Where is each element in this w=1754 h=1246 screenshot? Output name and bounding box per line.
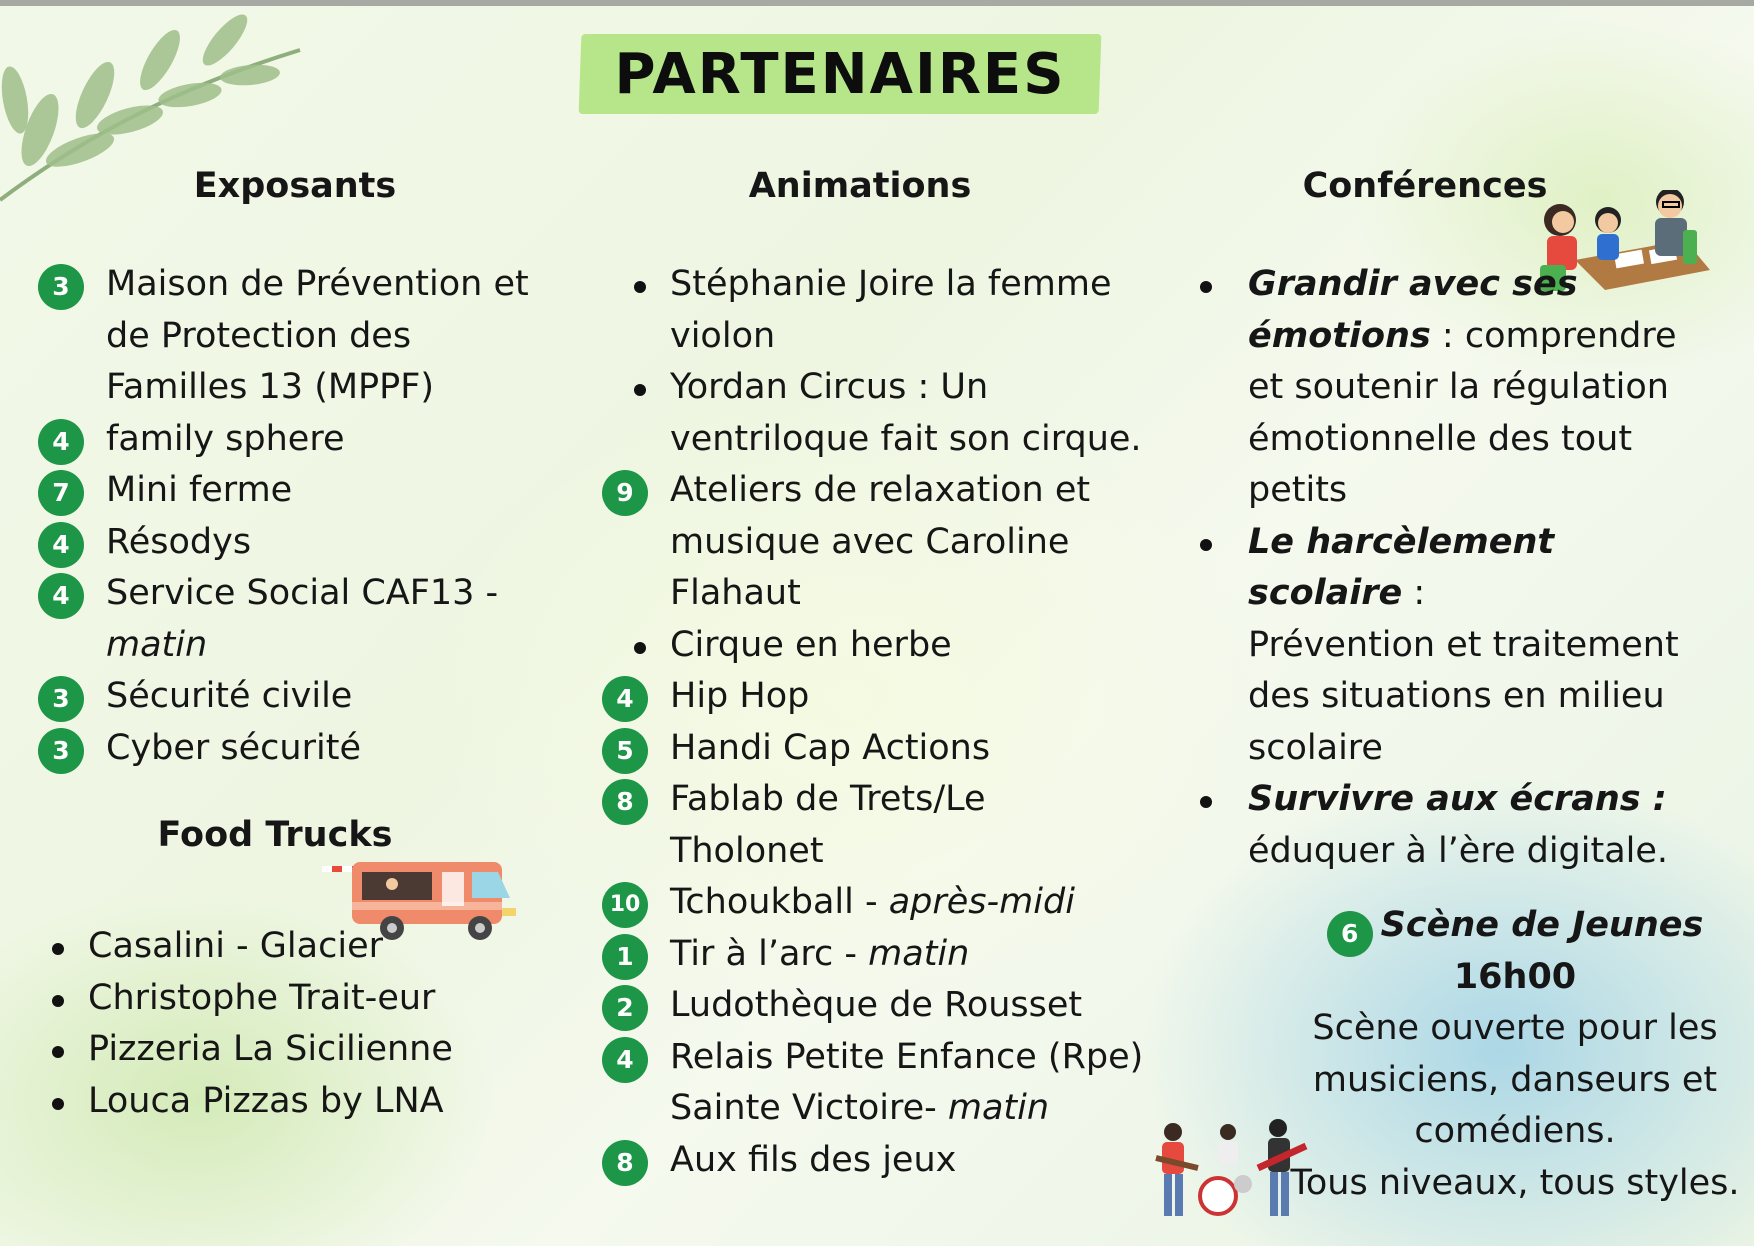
list-item: 5 Handi Cap Actions bbox=[612, 723, 1172, 775]
heading-animations: Animations bbox=[748, 166, 972, 206]
location-badge: 4 bbox=[38, 522, 84, 568]
list-item: 10 Tchoukball - après-midi bbox=[612, 877, 1172, 929]
bullet bbox=[634, 642, 646, 654]
location-badge: 7 bbox=[38, 470, 84, 516]
location-badge: 4 bbox=[38, 573, 84, 619]
bullet bbox=[1200, 539, 1212, 551]
location-badge: 6 bbox=[1327, 911, 1373, 957]
list-item: Survivre aux écrans : éduquer à l’ère digitale. bbox=[1190, 774, 1710, 877]
location-badge: 9 bbox=[602, 470, 648, 516]
location-badge: 4 bbox=[602, 1037, 648, 1083]
location-badge: 4 bbox=[602, 676, 648, 722]
exposants-list bbox=[48, 259, 588, 774]
list-item: Louca Pizzas by LNA bbox=[48, 1076, 528, 1128]
scene-time: 16h00 bbox=[1453, 956, 1577, 997]
list-item: Casalini - Glacier bbox=[48, 921, 528, 973]
list-item: 8 Aux fils des jeux bbox=[612, 1135, 1172, 1187]
bullet bbox=[634, 281, 646, 293]
location-badge: 3 bbox=[38, 728, 84, 774]
list-item: 4 Résodys bbox=[48, 517, 588, 569]
food-trucks-list bbox=[48, 921, 528, 1127]
title-banner bbox=[580, 30, 1100, 116]
bullet bbox=[52, 1046, 64, 1058]
list-item: Yordan Circus : Un ventriloque fait son cirque. bbox=[612, 362, 1172, 465]
location-badge: 8 bbox=[602, 779, 648, 825]
location-badge: 1 bbox=[602, 934, 648, 980]
page-title: PARTENAIRES bbox=[614, 42, 1066, 107]
list-item: Grandir avec ses émotions : comprendre et soutenir la régulation émotionnelle des tout petits bbox=[1190, 259, 1710, 517]
animations-list bbox=[609, 259, 1172, 1186]
list-item: 2 Ludothèque de Rousset bbox=[612, 980, 1172, 1032]
scene-description-line: comédiens. bbox=[1414, 1111, 1616, 1151]
scene-description-line: musiciens, danseurs et bbox=[1312, 1059, 1718, 1100]
bullet bbox=[634, 384, 646, 396]
scene-title: Scène de Jeunes bbox=[1380, 905, 1704, 945]
location-badge: 4 bbox=[38, 419, 84, 465]
list-item: 4 Hip Hop bbox=[612, 671, 1172, 723]
bullet bbox=[1200, 281, 1212, 293]
bullet bbox=[52, 1098, 64, 1110]
list-item: Cirque en herbe bbox=[612, 620, 1172, 672]
bullet bbox=[52, 943, 64, 955]
heading-food-trucks: Food Trucks bbox=[157, 815, 393, 855]
list-item: 3 Cyber sécurité bbox=[48, 723, 588, 775]
scene-de-jeunes bbox=[1285, 900, 1745, 1209]
list-item: Stéphanie Joire la femme violon bbox=[612, 259, 1172, 362]
bullet bbox=[52, 995, 64, 1007]
list-item: 9 Ateliers de relaxation et musique avec Caroline Flahaut bbox=[612, 465, 1172, 620]
location-badge: 8 bbox=[602, 1140, 648, 1186]
list-item: 4 Relais Petite Enfance (Rpe) Sainte Victoire- matin bbox=[612, 1032, 1172, 1135]
list-item: 4 Service Social CAF13 - matin bbox=[48, 568, 588, 671]
conferences-list bbox=[1190, 259, 1710, 877]
list-item: 3 Maison de Prévention et de Protection des Familles 13 (MPPF) bbox=[48, 259, 588, 414]
location-badge: 3 bbox=[38, 676, 84, 722]
location-badge: 5 bbox=[602, 728, 648, 774]
list-item: 7 Mini ferme bbox=[48, 465, 588, 517]
bullet bbox=[1200, 796, 1212, 808]
location-badge: 3 bbox=[38, 264, 84, 310]
scene-description-line: Tous niveaux, tous styles. bbox=[1290, 1162, 1740, 1203]
list-item: 3 Sécurité civile bbox=[48, 671, 588, 723]
band-icon bbox=[1148, 1118, 1308, 1223]
list-item: 1 Tir à l’arc - matin bbox=[612, 929, 1172, 981]
scene-description-line: Scène ouverte pour les bbox=[1312, 1008, 1718, 1048]
list-item: Le harcèlement scolaire : Prévention et traitement des situations en milieu scolaire bbox=[1190, 517, 1710, 775]
list-item: 8 Fablab de Trets/Le Tholonet bbox=[612, 774, 1172, 877]
list-item: Christophe Trait-eur bbox=[48, 973, 528, 1025]
location-badge: 10 bbox=[602, 882, 648, 928]
list-item: 4 family sphere bbox=[48, 414, 588, 466]
heading-exposants: Exposants bbox=[193, 166, 397, 206]
heading-conferences: Conférences bbox=[1302, 166, 1548, 206]
location-badge: 2 bbox=[602, 985, 648, 1031]
list-item: Pizzeria La Sicilienne bbox=[48, 1024, 528, 1076]
